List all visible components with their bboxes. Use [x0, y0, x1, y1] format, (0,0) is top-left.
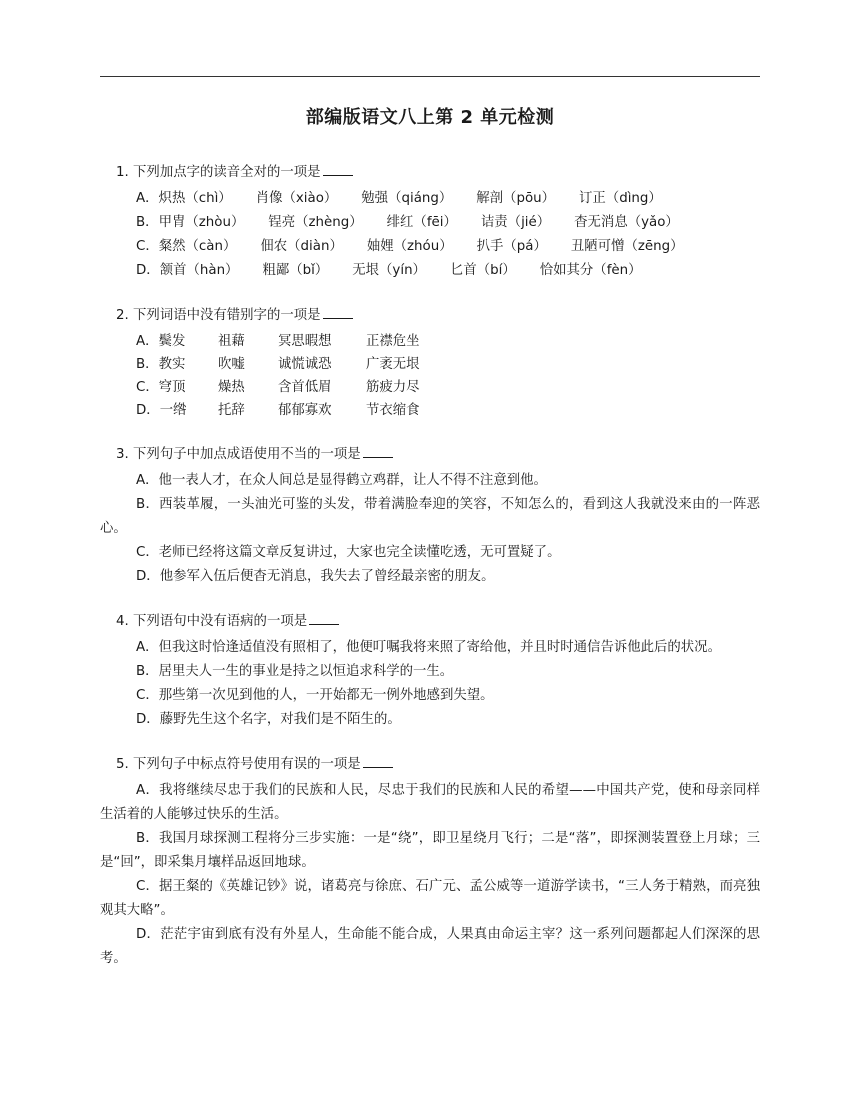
question-2 — [100, 305, 760, 422]
question-3 — [100, 444, 760, 589]
option-item: 筋疲力尽 — [366, 380, 420, 395]
option-item: A．炽热（chì） — [136, 191, 232, 206]
option-paragraph: B．居里夫人一生的事业是持之以恒追求科学的一生。 — [136, 664, 454, 679]
option-item: C．穹顶 — [136, 380, 186, 395]
option-item: 恰如其分（fèn） — [539, 263, 642, 278]
option-item: 订正（dìng） — [579, 191, 662, 206]
option-item: B．教实 — [136, 357, 186, 372]
answer-blank[interactable] — [363, 444, 393, 458]
option-item: 冥思暇想 — [278, 334, 332, 349]
answer-blank[interactable] — [309, 611, 339, 625]
option-row — [100, 211, 760, 235]
option-item: 佃农（diàn） — [260, 239, 343, 254]
question-stem: 4. 下列语句中没有语病的一项是 — [116, 614, 308, 629]
option-item: 绯红（fēi） — [386, 215, 457, 230]
option-paragraph: B．西装革履，一头油光可鉴的头发，带着满脸奉迎的笑容，不知怎么的，看到这人我就没来由的一阵恶心。 — [100, 497, 760, 536]
option-item: C．粲然（càn） — [136, 239, 237, 254]
question-stem: 1. 下列加点字的读音全对的一项是 — [116, 165, 321, 180]
option-paragraph: A．但我这时恰逢适值没有照相了，他便叮嘱我将来照了寄给他，并且时时通信告诉他此后的状况。 — [136, 640, 721, 655]
option-row — [100, 259, 760, 283]
option-item: D．一绺 — [136, 403, 187, 418]
option-row — [100, 187, 760, 211]
option-item: 节衣缩食 — [366, 403, 420, 418]
option-item: 托辞 — [218, 403, 245, 418]
question-1 — [100, 162, 760, 283]
option-item: 祖藉 — [218, 334, 245, 349]
option-item: 锃亮（zhèng） — [268, 215, 363, 230]
option-item: 勉强（qiáng） — [361, 191, 453, 206]
page-title: 部编版语文八上第 2 单元检测 — [305, 107, 555, 128]
option-item: 诚慌诚恐 — [278, 357, 332, 372]
question-stem: 2. 下列词语中没有错别字的一项是 — [116, 308, 321, 323]
option-item: 丑陋可憎（zēng） — [570, 239, 684, 254]
option-item: B．甲胄（zhòu） — [136, 215, 245, 230]
option-item: 郁郁寡欢 — [278, 403, 332, 418]
option-paragraph: D．藤野先生这个名字，对我们是不陌生的。 — [136, 712, 401, 727]
option-paragraph: A．他一表人才，在众人间总是显得鹤立鸡群，让人不得不注意到他。 — [136, 473, 547, 488]
header-rule — [100, 76, 760, 77]
option-item: 无垠（yín） — [352, 263, 426, 278]
question-5 — [100, 754, 760, 971]
question-stem: 3. 下列句子中加点成语使用不当的一项是 — [116, 447, 361, 462]
option-paragraph: D．茫茫宇宙到底有没有外星人，生命能不能合成，人果真由命运主宰？这一系列问题都起人们深深的思考。 — [100, 927, 760, 966]
option-item: 杳无消息（yǎo） — [574, 215, 679, 230]
option-item: D．颔首（hàn） — [136, 263, 239, 278]
option-row — [100, 330, 760, 353]
answer-blank[interactable] — [323, 162, 353, 176]
option-row — [100, 353, 760, 376]
option-item: 诘责（jié） — [480, 215, 551, 230]
option-item: 妯娌（zhóu） — [366, 239, 453, 254]
question-list — [100, 162, 760, 993]
option-item: 粗鄙（bǐ） — [262, 263, 329, 278]
option-paragraph: B．我国月球探测工程将分三步实施：一是“绕”，即卫星绕月飞行；二是“落”，即探测装置登上月球；三是“回”，即采集月壤样品返回地球。 — [100, 831, 760, 870]
option-row — [100, 376, 760, 399]
option-row — [100, 235, 760, 259]
answer-blank[interactable] — [323, 305, 353, 319]
answer-blank[interactable] — [363, 754, 393, 768]
option-paragraph: C．老师已经将这篇文章反复讲过，大家也完全读懂吃透，无可置疑了。 — [136, 545, 561, 560]
question-stem: 5. 下列句子中标点符号使用有误的一项是 — [116, 757, 361, 772]
option-item: 扒手（pá） — [476, 239, 547, 254]
option-paragraph: A．我将继续尽忠于我们的民族和人民，尽忠于我们的民族和人民的希望——中国共产党，使和母亲同样生活着的人能够过快乐的生活。 — [100, 783, 760, 822]
option-item: 解剖（pōu） — [476, 191, 556, 206]
option-paragraph: C．那些第一次见到他的人，一开始都无一例外地感到失望。 — [136, 688, 494, 703]
option-item: 正襟危坐 — [366, 334, 420, 349]
option-item: 燥热 — [218, 380, 245, 395]
question-4 — [100, 611, 760, 732]
option-item: 吹嘘 — [218, 357, 245, 372]
option-item: A．鬓发 — [136, 334, 186, 349]
option-paragraph: C．据王粲的《英雄记钞》说，诸葛亮与徐庶、石广元、孟公威等一道游学读书，“三人务于精熟，而亮独观其大略”。 — [100, 879, 760, 918]
option-paragraph: D．他参军入伍后便杳无消息，我失去了曾经最亲密的朋友。 — [136, 569, 495, 584]
option-item: 含首低眉 — [278, 380, 332, 395]
option-row — [100, 399, 760, 422]
option-item: 广袤无垠 — [366, 357, 420, 372]
option-item: 肖像（xiào） — [255, 191, 338, 206]
option-item: 匕首（bí） — [449, 263, 516, 278]
